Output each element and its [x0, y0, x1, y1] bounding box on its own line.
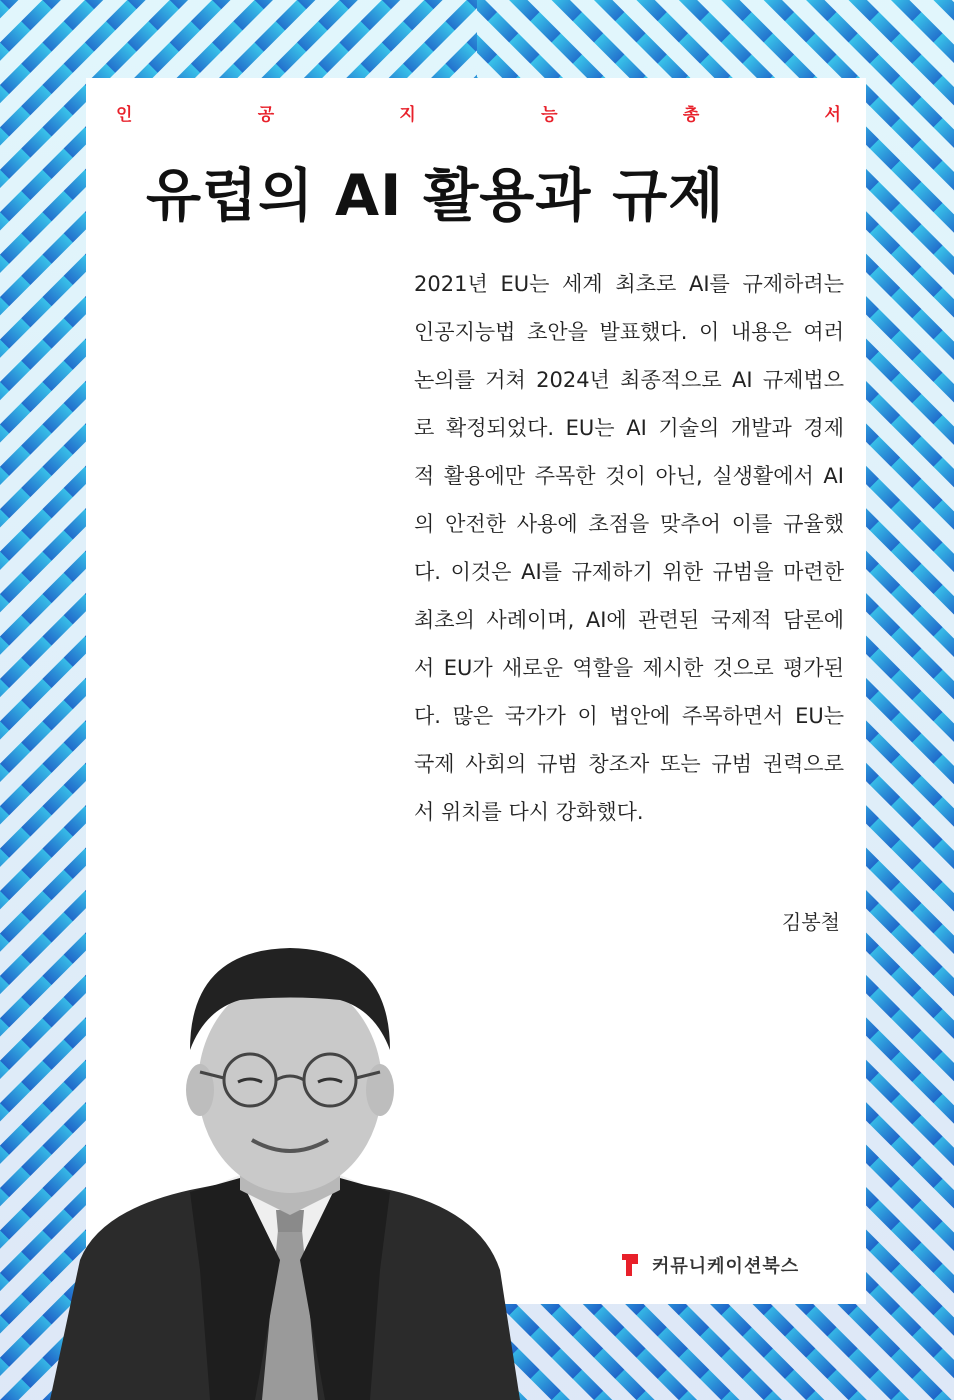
- book-title: 유럽의 AI 활용과 규제: [146, 163, 725, 229]
- description-text: [414, 268, 844, 844]
- series-char: 인: [116, 105, 133, 125]
- description-line: 의 안전한 사용에 초점을 맞추어 이를 규율했: [414, 512, 844, 536]
- publisher-logo: [620, 1252, 799, 1278]
- series-char: 총: [682, 105, 700, 125]
- description-line: 최초의 사례이며, AI에 관련된 국제적 담론에: [414, 608, 844, 632]
- description-line: 다. 이것은 AI를 규제하기 위한 규범을 마련한: [414, 560, 844, 584]
- author-photo: [40, 940, 540, 1400]
- description-line: 로 확정되었다. EU는 AI 기술의 개발과 경제: [414, 416, 844, 440]
- description-line: 인공지능법 초안을 발표했다. 이 내용은 여러: [414, 320, 844, 344]
- description-line: 서 EU가 새로운 역할을 제시한 것으로 평가된: [414, 656, 844, 680]
- series-char: 능: [541, 105, 558, 125]
- series-char: 지: [399, 105, 416, 125]
- description-line: 논의를 거쳐 2024년 최종적으로 AI 규제법으: [414, 368, 844, 392]
- series-char: 공: [257, 105, 275, 125]
- series-char: 서: [824, 105, 841, 125]
- description-line: 적 활용에만 주목한 것이 아닌, 실생활에서 AI: [414, 464, 844, 488]
- description-line: 서 위치를 다시 강화했다.: [414, 800, 644, 824]
- series-label: [116, 100, 841, 125]
- description-line: 국제 사회의 규범 창조자 또는 규범 권력으로: [414, 752, 844, 776]
- description-line: 다. 많은 국가가 이 법안에 주목하면서 EU는: [414, 704, 844, 728]
- publisher-name: 커뮤니케이션북스: [652, 1256, 800, 1277]
- publisher-mark-icon: [620, 1252, 642, 1278]
- author-name: 김봉철: [782, 910, 840, 934]
- description-line: 2021년 EU는 세계 최초로 AI를 규제하려는: [414, 272, 844, 296]
